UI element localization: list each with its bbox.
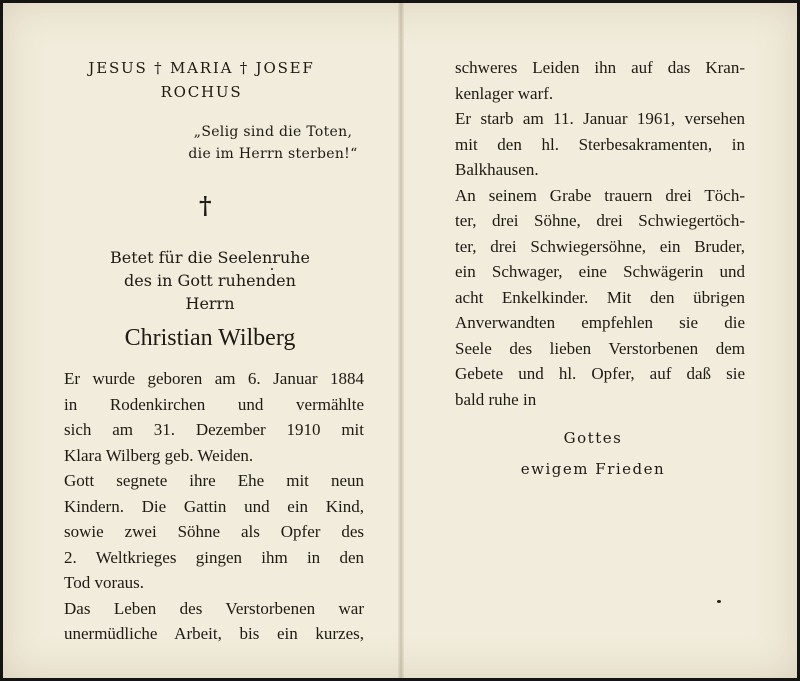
closing-line: ewigem Frieden bbox=[520, 460, 666, 478]
prayer-request bbox=[3, 246, 417, 315]
closing-line: Gottes bbox=[563, 429, 623, 447]
prayer-line: des in Gott ruhenden bbox=[124, 271, 296, 290]
prayer-line: Betet für die Seelenruhe bbox=[109, 248, 311, 267]
body-line: Balkhausen. bbox=[455, 160, 539, 179]
body-line: mit den hl. Sterbesakramenten, in bbox=[455, 134, 745, 154]
paper-speck bbox=[271, 268, 273, 270]
body-line: Seele des lieben Verstorbenen dem bbox=[455, 338, 745, 358]
body-line: ein Schwager, eine Schwägerin und bbox=[455, 262, 745, 281]
body-line: Er wurde geboren am 6. Januar 1884 bbox=[64, 369, 364, 388]
header-names: JESUS † MARIA † JOSEF bbox=[88, 59, 315, 77]
body-line: acht Enkelkinder. Mit den übrigen bbox=[455, 287, 745, 307]
body-line: in Rodenkirchen und vermählte bbox=[64, 394, 364, 414]
body-line: ter, drei Söhne, drei Schwiegertöch- bbox=[455, 211, 745, 230]
body-line: bald ruhe in bbox=[455, 389, 537, 409]
left-body-text bbox=[64, 366, 364, 647]
body-line: Gott segnete ihre Ehe mit neun bbox=[64, 471, 364, 490]
body-line: Er starb am 11. Januar 1961, versehen bbox=[455, 109, 745, 128]
body-line: Tod voraus. bbox=[64, 573, 145, 592]
body-line: Gebete und hl. Opfer, auf daß sie bbox=[455, 364, 745, 383]
body-line: kenlager warf. bbox=[455, 83, 554, 103]
body-line: sowie zwei Söhne als Opfer des bbox=[64, 522, 364, 541]
bible-quote bbox=[153, 121, 393, 165]
cross-symbol: † bbox=[199, 191, 212, 220]
body-line: schweres Leiden ihn auf das Kran- bbox=[455, 58, 745, 77]
body-line: unermüdliche Arbeit, bis ein kurzes, bbox=[64, 624, 364, 643]
body-line: ter, drei Schwiegersöhne, ein Bruder, bbox=[455, 236, 745, 256]
body-line: An seinem Grabe trauern drei Töch- bbox=[455, 185, 745, 205]
body-line: Klara Wilberg geb. Weiden. bbox=[64, 445, 254, 465]
memorial-card bbox=[3, 3, 797, 678]
body-line: Das Leben des Verstorbenen war bbox=[64, 598, 364, 618]
right-body-text bbox=[455, 55, 745, 412]
quote-line: die im Herrn sterben!“ bbox=[188, 146, 358, 162]
closing-phrase bbox=[483, 423, 703, 485]
body-line: sich am 31. Dezember 1910 mit bbox=[64, 420, 364, 439]
deceased-name: Christian Wilberg bbox=[124, 325, 296, 351]
center-fold bbox=[398, 3, 404, 678]
quote-line: „Selig sind die Toten, bbox=[193, 124, 353, 140]
paper-speck bbox=[717, 600, 721, 603]
body-line: Anverwandten empfehlen sie die bbox=[455, 313, 745, 332]
body-line: Kindern. Die Gattin und ein Kind, bbox=[64, 496, 364, 516]
header-saint: ROCHUS bbox=[160, 83, 243, 101]
body-line: 2. Weltkrieges gingen ihm in den bbox=[64, 547, 364, 567]
prayer-line: Herrn bbox=[185, 294, 235, 313]
